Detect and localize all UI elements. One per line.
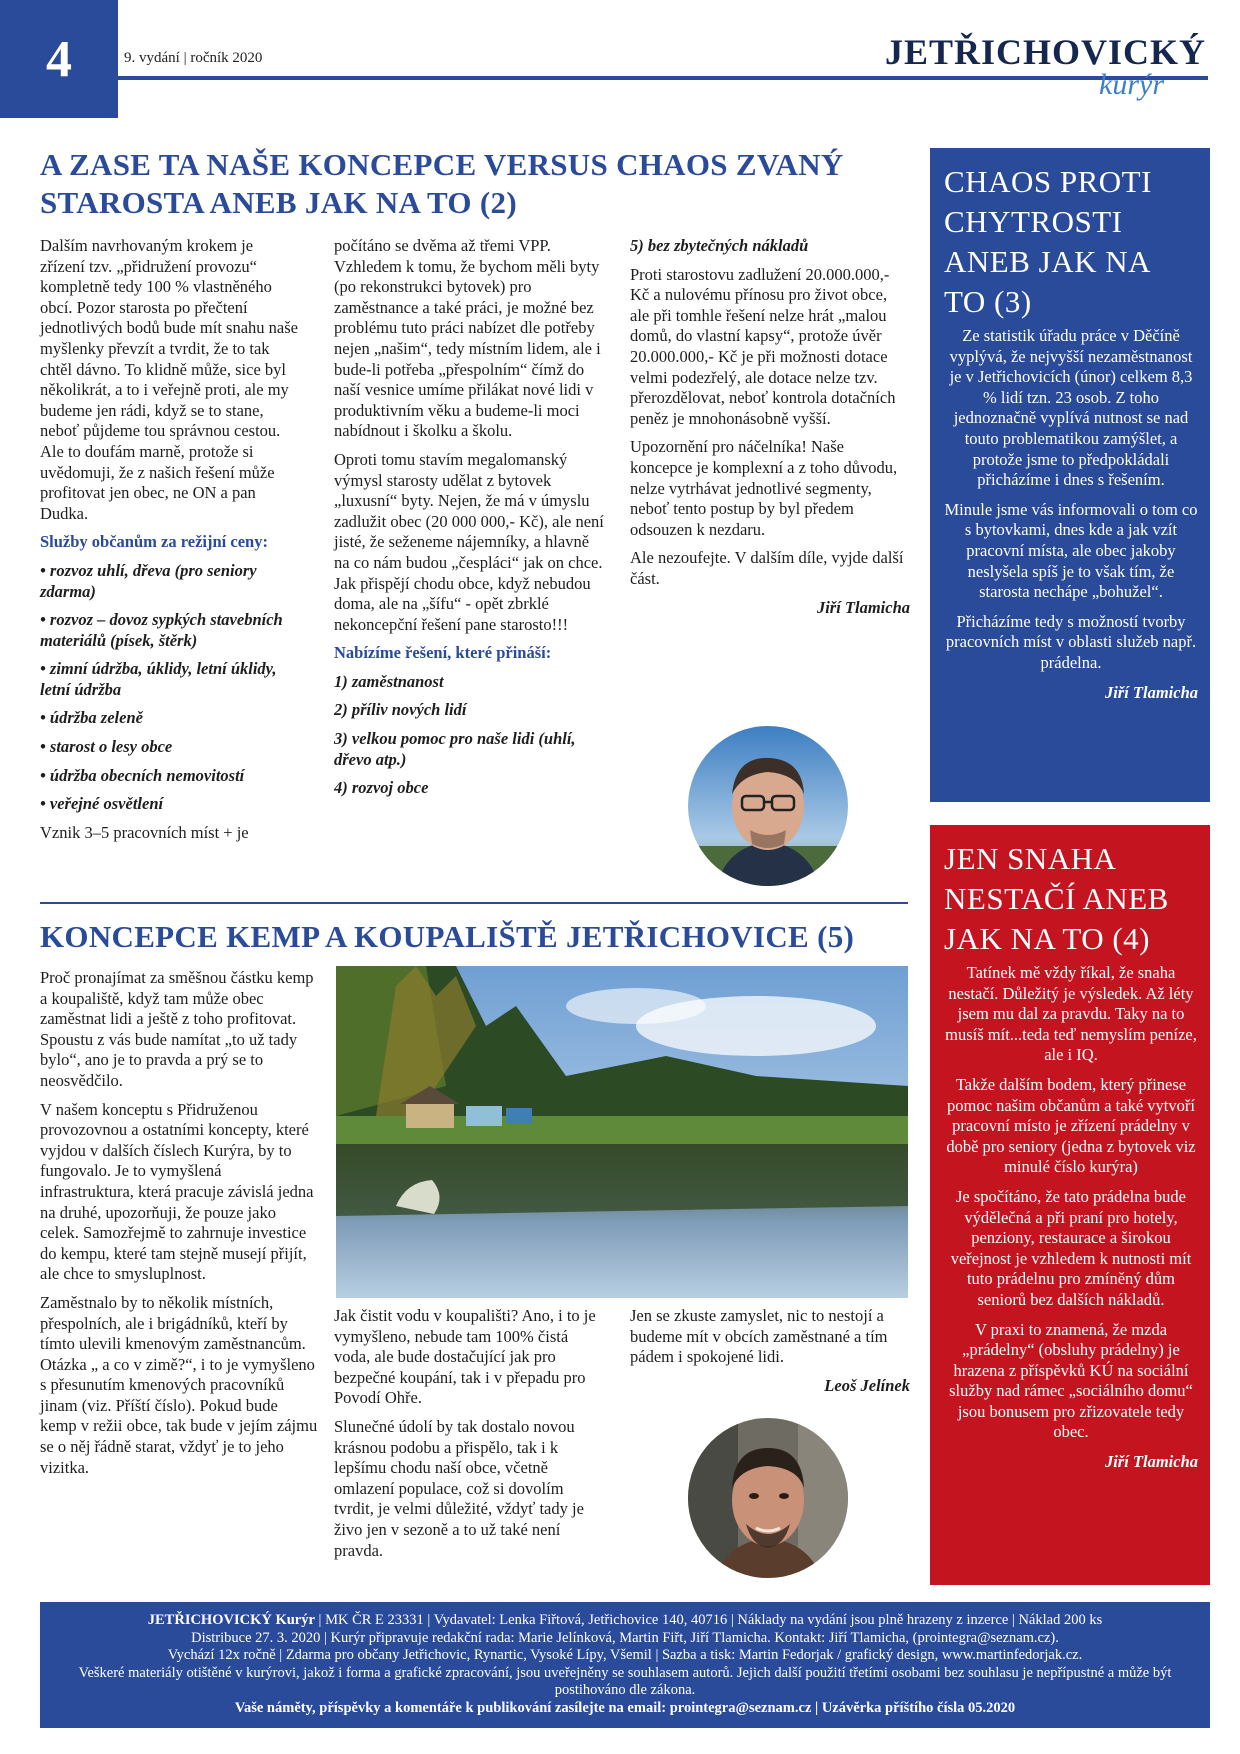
article2-author: Leoš Jelínek	[824, 1375, 910, 1395]
sidebar-blue-title: CHAOS PROTI CHYTROSTI ANEB JAK NA TO (3)	[944, 164, 1152, 319]
solutions-item: 2) příliv nových lidí	[334, 700, 467, 720]
section-divider	[40, 902, 908, 904]
solutions-item: 4) rozvoj obce	[334, 778, 429, 798]
article1-paragraph: Ale nezoufejte. V dalším díle, vyjde další část.	[630, 548, 904, 588]
masthead-subtitle: kurýr	[1099, 68, 1164, 101]
article1-paragraph: počítáno se dvěma až třemi VPP. Vzhledem k tomu, že bychom měli byty (po rekonstrukci bytovek) pro zaměstnance a také práci, je možné bez problému tuto práci nabízet dle potřeby nejen „našim“, tedy místním lidem, ale i bude-li potřeba „přespolním“ čímž do naší vesnice umíme přilákat nové lidi v produktivním věku a budeme-li moci nabídnout i školku a školu.	[334, 236, 601, 441]
author-portrait	[688, 1418, 848, 1578]
sidebar-red-author: Jiří Tlamicha	[1104, 1452, 1198, 1472]
services-item: • rozvoz uhlí, dřeva (pro seniory zdarma)	[40, 560, 257, 601]
article2-title: KONCEPCE KEMP A KOUPALIŠTĚ JETŘICHOVICE (5)	[40, 919, 855, 954]
page-number: 4	[0, 0, 118, 118]
sidebar-box-blue	[930, 148, 1210, 802]
sidebar-red-paragraph: V praxi to znamená, že mzda „prádelny“ (obsluhy prádelny) je hrazena z příspěvků KÚ na sociální služby nad rámec „sociálního domu“ jsou bonusem pro zřizovatele tedy obec.	[949, 1319, 1193, 1442]
masthead-title: JETŘICHOVICKÝ	[884, 32, 1206, 72]
article1-paragraph: Oproti tomu stavím megalomanský výmysl starosty udělat z bytovek „luxusní“ byty. Nejen, že má v úmyslu zadlužit obec (20 000 000,- Kč), ale není jisté, že seženeme nájemníky, a hlavně na co nám budou „čespláci“ jak on chce. Jak přispějí chodu obce, když nebudou doma, ale na „šífu“ - opět zbrklé nekoncepční řešení pane starosto!!!	[334, 449, 604, 634]
sidebar-blue-paragraph: Ze statistik úřadu práce v Děčíně vyplývá, že nejvyšší nezaměstnanost je v Jetřichovicích (únor) celkem 8,3 % lidí tzn. 23 osob. Z toho jednoznačně vyplívá nutnost se nad touto problematikou zamýšlet, a protože jsme to předpokládali přicházíme i dnes s řešením.	[949, 326, 1193, 490]
article2-column-2	[334, 1306, 604, 1569]
article2-paragraph: Proč pronajímat za směšnou částku kemp a koupaliště, když tam může obec zaměstnat lidi a ještě z toho profitovat. Spoustu z vás bude namítat „to už tady bylo“, ano je to pravda a prý se to neosvědčilo.	[40, 968, 314, 1090]
services-item: • rozvoz – dovoz sypkých stavebních materiálů (písek, štěrk)	[40, 610, 283, 650]
sidebar-blue-author: Jiří Tlamicha	[1104, 682, 1198, 702]
article1-column-2	[334, 236, 604, 807]
footer-line: Vaše náměty, příspěvky a komentáře k publikování zasílejte na email: prointegra@seznam.cz | Uzávěrka příštího čísla 05.2020	[234, 1699, 1016, 1716]
article1-paragraph: Proti starostovu zadlužení 20.000.000,- Kč a nulovému přínosu pro život obce, ale při tomhle řešení nelze hrát „malou domů, do vlastní kapsy“, protože úvěr 20.000.000,- Kč je při možnosti dotace velmi podezřelý, ale dotace nelze tzv. přerozdělovat, neboť kontrola dotačních peněz je mnohonásobně vyšší.	[630, 264, 896, 428]
pond-photo	[336, 966, 908, 1298]
article1-column-3	[630, 236, 910, 626]
article2-paragraph: Zaměstnalo by to několik místních, přespolních, ale i brigádníků, kteří by tímto ulevili kmenovým zaměstnancům. Otázka „ a co v zimě?“, i to je vymyšleno s přesunutím kmenových pracovníků jinam (viz. Příští číslo). Pokud bude kemp v režii obce, tak bude v jejím zájmu se o něj řádně starat, vždyť je to jeho vizitka.	[40, 1292, 318, 1477]
services-item: • údržba obecních nemovitostí	[40, 765, 245, 785]
article2-paragraph: Jen se zkuste zamyslet, nic to nestojí a budeme mít v obcích zaměstnané a tím pádem i spokojené lidi.	[630, 1306, 888, 1367]
solutions-item: 1) zaměstnanost	[334, 671, 444, 691]
solutions-item: 3) velkou pomoc pro naše lidi (uhlí, dřevo atp.)	[334, 729, 576, 769]
sidebar-red-title: JEN SNAHA NESTAČÍ ANEB JAK NA TO (4)	[944, 841, 1169, 956]
footer-line	[60, 1612, 1190, 1630]
sidebar-red-paragraph: Tatínek mě vždy říkal, že snaha nestačí. Důležitý je výsledek. Až léty jsem mu dal za pravdu. Taky na to musíš mít...teda teď nemyslím peníze, ale i IQ.	[945, 963, 1197, 1065]
footer-line: Veškeré materiály otištěné v kurýrovi, jakož i forma a grafické zpracování, jsou uveřejněny se souhlasem autorů. Jejich další použití třetími osobami bez souhlasu je nepřípustné a může být postihováno dle zákona.	[78, 1664, 1172, 1699]
footer-line-text: | MK ČR E 23331 | Vydavatel: Lenka Fiřtová, Jetřichovice 140, 40716 | Náklady na vydání jsou plně hrazeny z inzerce | Náklad 200 ks	[314, 1612, 1103, 1628]
article1-paragraph: Dalším navrhovaným krokem je zřízení tzv. „přidružení provozu“ kompletně tedy 100 % vlastněného obcí. Pozor starosta po přečtení jednotlivých bodů bude mít snahu naše myšlenky převzít a tvrdit, že to tak chtěl dávno. To klidně může, sice byl několikrát, a to i veřejně proti, ale my budeme jen rádi, když se to stane, neboť půjdeme tou správnou cestou. Ale to doufám marně, protože si uvědomuji, že z našich řešení může profitovat jen obec, ne ON a pan Dudka.	[40, 236, 298, 523]
footer-brand: JETŘICHOVICKÝ Kurýr	[147, 1612, 315, 1628]
services-item: • starost o lesy obce	[40, 737, 173, 757]
column3-heading: 5) bez zbytečných nákladů	[630, 236, 809, 255]
services-item: • veřejné osvětlení	[40, 794, 164, 814]
article1-title: A ZASE TA NAŠE KONCEPCE VERSUS CHAOS ZVANÝ STAROSTA ANEB JAK NA TO (2)	[40, 147, 844, 220]
issue-info: 9. vydání | ročník 2020	[124, 50, 263, 66]
footer-line: Vychází 12x ročně | Zdarma pro občany Jetřichovic, Rynartic, Vysoké Lípy, Všemil | Sazba a tisk: Martin Fedorjak / grafický design, www.martinfedorjak.cz.	[167, 1647, 1083, 1664]
masthead-logo	[884, 32, 1206, 101]
sidebar-red-paragraph: Je spočítáno, že tato prádelna bude výdělečná a při praní pro hotely, penziony, restaurace a širokou veřejnost je vzhledem k nutnosti mít tuto prádelnu pro zmíněný dům seniorů bez dalších nákladů.	[950, 1186, 1192, 1309]
services-item: • údržba zeleně	[40, 708, 143, 728]
sidebar-blue-paragraph: Minule jsme vás informovali o tom co s bytovkami, dnes kde a jak vzít pracovní místa, ale obec jakoby neslyšela spíš je to však tím, že starosta nechápe „bohužel“.	[944, 499, 1198, 602]
article1-author: Jiří Tlamicha	[816, 597, 910, 617]
article2-column-3	[630, 1306, 910, 1404]
sidebar-red-paragraph: Takže dalším bodem, který přinese pomoc našim občanům a také vytvoří pracovní místo je zřízení prádelny v době pro seniory (jedna z bytovek viz minulé číslo kurýra)	[946, 1074, 1196, 1177]
author-portrait	[688, 726, 848, 886]
sidebar-blue-paragraph: Přicházíme tedy s možností tvorby pracovních míst v oblasti služeb např. prádelna.	[945, 611, 1197, 672]
solutions-heading: Nabízíme řešení, které přináší:	[334, 643, 552, 663]
footer-line: Distribuce 27. 3. 2020 | Kurýr připravuje redakční rada: Marie Jelínková, Martin Fiřt, Jiří Tlamicha. Kontakt: Jiří Tlamicha, (prointegra@seznam.cz).	[191, 1629, 1059, 1646]
sidebar-box-red	[930, 825, 1210, 1585]
article2-paragraph: V našem konceptu s Přidruženou provozovnou a ostatními koncepty, které vyjdou v dalších číslech Kurýra, by to fungovalo. Je to vymyšlená infrastruktura, která pracuje závislá jedna na druhé, upozorňuji, že pouze jako celek. Samozřejmě to zahrnuje investice do kempu, které tam stejně musejí přijít, ale chce to smysluplnost.	[40, 1099, 314, 1284]
services-item: • zimní údržba, úklidy, letní úklidy, letní údržba	[40, 659, 277, 699]
article1-paragraph: Vznik 3–5 pracovních míst + je	[40, 822, 249, 842]
article2-paragraph: Slunečné údolí by tak dostalo novou krásnou podobu a přispělo, tak i k lepšímu chodu naší obce, včetně omlazení populace, což si dovolím tvrdit, je velmi důležité, vždyť tady je živo jen v sezoně a to už také není pravda.	[334, 1416, 584, 1560]
services-heading: Služby občanům za režijní ceny:	[40, 532, 268, 552]
article1-column-1	[40, 236, 302, 851]
article2-paragraph: Jak čistit vodu v koupališti? Ano, i to je vymyšleno, nebude tam 100% čistá voda, ale bude dostačující jak pro bezpečné koupání, tak i v přepadu pro Povodí Ohře.	[334, 1306, 596, 1408]
article2-column-1	[40, 968, 318, 1486]
footer-imprint	[40, 1602, 1210, 1728]
article1-paragraph: Upozornění pro náčelníka! Naše koncepce je komplexní a z toho důvodu, nelze vytrhávat jednotlivé segmenty, neboť tento postup by byl předem odsouzen k nezdaru.	[630, 437, 898, 539]
